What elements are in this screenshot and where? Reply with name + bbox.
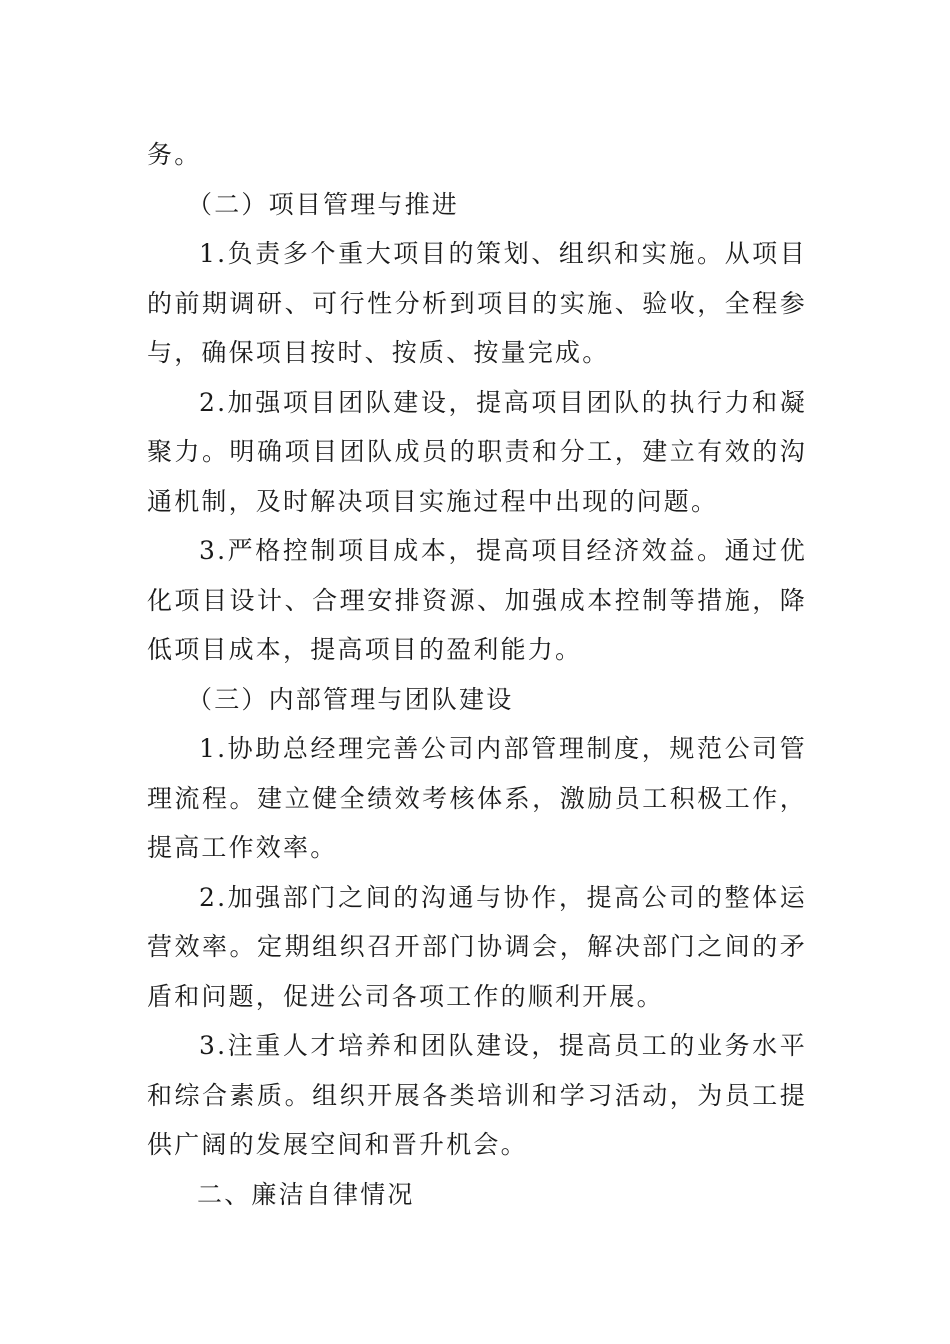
paragraph-item: 3.严格控制项目成本，提高项目经济效益。通过优化项目设计、合理安排资源、加强成本控制等措施，降低项目成本，提高项目的盈利能力。 xyxy=(147,536,807,664)
paragraph-item: 1.协助总经理完善公司内部管理制度，规范公司管理流程。建立健全绩效考核体系，激励员工积极工作，提高工作效率。 xyxy=(147,734,807,862)
paragraph-continuation: 务。 xyxy=(147,140,202,169)
section-subheading-2: （二）项目管理与推进 xyxy=(187,189,460,219)
paragraph-item: 2.加强部门之间的沟通与协作，提高公司的整体运营效率。定期组织召开部门协调会，解决部门之间的矛盾和问题，促进公司各项工作的顺利开展。 xyxy=(147,882,807,1011)
paragraph-item: 3.注重人才培养和团队建设，提高员工的业务水平和综合素质。组织开展各类培训和学习活动，为员工提供广阔的发展空间和晋升机会。 xyxy=(147,1031,807,1159)
document-body xyxy=(147,130,807,1219)
paragraph-item: 2.加强项目团队建设，提高项目团队的执行力和凝聚力。明确项目团队成员的职责和分工，建立有效的沟通机制，及时解决项目实施过程中出现的问题。 xyxy=(147,387,807,516)
section-heading-integrity: 二、廉洁自律情况 xyxy=(197,1179,415,1209)
paragraph-item: 1.负责多个重大项目的策划、组织和实施。从项目的前期调研、可行性分析到项目的实施、验收，全程参与，确保项目按时、按质、按量完成。 xyxy=(147,239,807,367)
section-subheading-3: （三）内部管理与团队建设 xyxy=(187,684,514,714)
